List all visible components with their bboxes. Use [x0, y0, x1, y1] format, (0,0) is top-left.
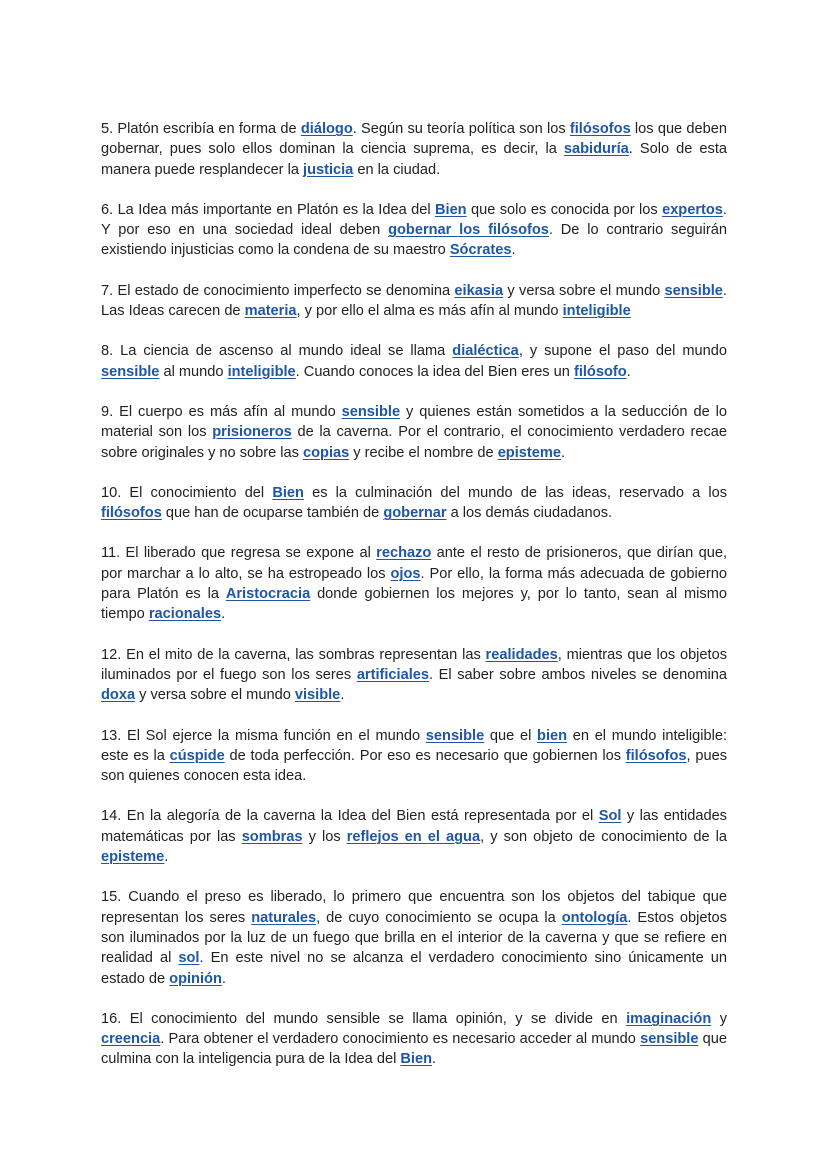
answer-term: naturales [251, 909, 317, 926]
paragraph-item [101, 483, 727, 524]
paragraph-text: 12. En el mito de la caverna, las sombras representan las [101, 646, 486, 663]
paragraph-text: al mundo [159, 363, 228, 380]
paragraph-item [101, 726, 727, 787]
paragraph-text: . [432, 1051, 437, 1068]
paragraph-text: . [164, 849, 169, 866]
answer-term: filósofos [569, 121, 631, 137]
answer-term: Sol [598, 808, 622, 825]
paragraph-text: y quienes están sometidos a la seducción de lo material son los [101, 403, 727, 441]
answer-term: sensible [101, 363, 160, 380]
paragraph-text: y [711, 1010, 727, 1027]
paragraph-text: 13. El Sol ejerce la misma función en el mundo [101, 727, 426, 744]
paragraph-item [101, 341, 727, 382]
answer-term: opinión [169, 970, 222, 987]
paragraph-text: 11. El liberado que regresa se expone al [101, 545, 377, 562]
paragraph-text: y recibe el nombre de [349, 444, 498, 461]
answer-term: doxa [101, 687, 136, 704]
paragraph-text: . [221, 970, 226, 987]
answer-term: reflejos en el agua [346, 828, 481, 845]
paragraph-text: 14. En la alegoría de la caverna la Idea del Bien está representada por el [101, 808, 599, 825]
answer-term: episteme [101, 849, 165, 866]
paragraph-text: , mientras que los objetos iluminados por el fuego son los seres [101, 646, 728, 683]
paragraph-item [101, 119, 727, 180]
paragraph-text: es la culminación del mundo de las ideas, reservado a los [303, 484, 727, 501]
answer-term: sensible [640, 1031, 699, 1048]
answer-term: filósofo [573, 363, 627, 380]
answer-term: sol [178, 950, 200, 967]
answer-term: episteme [497, 444, 561, 461]
paragraph-text: 16. El conocimiento del mundo sensible se llama opinión, y se divide en [101, 1010, 627, 1027]
paragraph-item [101, 887, 727, 988]
answer-term: creencia [101, 1031, 161, 1048]
answer-term: realidades [485, 646, 558, 663]
answer-term: ontología [561, 909, 628, 926]
answer-term: sabiduría [563, 141, 629, 158]
answer-term: bien [537, 727, 568, 744]
paragraph-text: . Estos objetos son iluminados por la luz de un fuego que brilla en el interior de la caverna y que se refiere en realidad al [101, 909, 727, 967]
answer-term: diálogo [300, 121, 353, 137]
paragraph-text: , pues son quienes conocen esta idea. [101, 747, 727, 785]
paragraph-text: y las entidades matemáticas por las [101, 808, 727, 845]
paragraph-item [101, 281, 727, 322]
paragraph-text: 6. La Idea más importante en Platón es la Idea del [101, 201, 435, 218]
paragraph-text: , de cuyo conocimiento se ocupa la [316, 909, 562, 926]
answer-term: eikasia [454, 282, 504, 299]
answer-term: Bien [272, 484, 304, 501]
answer-term: prisioneros [212, 424, 292, 441]
paragraph-text: . [626, 363, 631, 380]
paragraph-text: 8. La ciencia de ascenso al mundo ideal se llama [101, 343, 453, 360]
paragraph-text: que solo es conocida por los [466, 201, 663, 218]
answer-term: ojos [390, 565, 421, 582]
paragraph-text: . Las Ideas carecen de [101, 282, 727, 320]
answer-term: justicia [303, 161, 354, 178]
answer-term: gobernar los filósofos [388, 222, 549, 239]
paragraph-text: 9. El cuerpo es más afín al mundo [101, 403, 342, 420]
answer-term: expertos [662, 201, 723, 218]
paragraph-text: de toda perfección. Por eso es necesario que gobiernen los [224, 747, 626, 764]
answer-term: racionales [148, 606, 222, 623]
paragraph-text: . En este nivel no se alcanza el verdadero conocimiento sino únicamente un estado de [101, 950, 727, 987]
answer-term: Bien [434, 201, 467, 218]
paragraph-text: . El saber sobre ambos niveles se denomina [429, 666, 727, 683]
paragraph-text: , y son objeto de conocimiento de la [480, 828, 728, 845]
paragraph-text: ante el resto de prisioneros, que dirían que, por marchar a lo alto, se ha estropeado los [101, 545, 727, 582]
answer-term: cúspide [169, 747, 225, 764]
paragraph-text: . [221, 606, 226, 623]
answer-term: Sócrates [449, 242, 512, 259]
paragraph-text: y versa sobre el mundo [503, 282, 665, 299]
paragraph-text: que el [484, 727, 538, 744]
answer-term: materia [244, 303, 297, 320]
answer-term: visible [294, 687, 341, 704]
paragraph-text: . [340, 687, 345, 704]
paragraph-text: , y por ello el alma es más afín al mundo [296, 303, 563, 320]
paragraph-text: , y supone el paso del mundo [518, 343, 727, 360]
answer-term: inteligible [227, 363, 296, 380]
paragraph-text: los que deben gobernar, pues solo ellos dominan la ciencia suprema, es decir, la [101, 121, 727, 158]
paragraph-text: donde gobiernen los mejores y, por lo tanto, sean al mismo tiempo [101, 586, 727, 623]
paragraph-text: . [560, 444, 566, 461]
paragraph-item [101, 402, 727, 463]
answer-term: imaginación [626, 1010, 712, 1027]
paragraph-text: 10. El conocimiento del [101, 484, 273, 501]
paragraph-text: . Cuando conoces la idea del Bien eres un [295, 363, 574, 380]
answer-term: sensible [664, 282, 723, 299]
answer-term: gobernar [383, 505, 447, 522]
paragraph-text: en la ciudad. [353, 161, 441, 178]
paragraph-text: . Solo de esta manera puede resplandecer la [101, 141, 728, 178]
paragraph-text: que han de ocuparse también de [161, 505, 384, 522]
paragraph-item [101, 200, 727, 261]
answer-term: rechazo [376, 545, 432, 562]
paragraph-text: . Para obtener el verdadero conocimiento es necesario acceder al mundo [160, 1031, 641, 1048]
paragraph-list [101, 119, 727, 1070]
paragraph-text: . [511, 242, 516, 259]
paragraph-text: . Según su teoría política son los [352, 121, 570, 137]
paragraph-text: . De lo contrario seguirán existiendo injusticias como la condena de su maestro [101, 222, 728, 259]
paragraph-text: . Por ello, la forma más adecuada de gobierno para Platón es la [101, 565, 727, 603]
paragraph-text: 5. Platón escribía en forma de [101, 121, 301, 137]
paragraph-item [101, 543, 727, 624]
answer-term: filósofos [101, 505, 162, 522]
answer-term: inteligible [562, 303, 631, 320]
answer-term: sombras [241, 828, 303, 845]
paragraph-text: de la caverna. Por el contrario, el conocimiento verdadero recae sobre originales y no sobre las [101, 424, 727, 461]
answer-term: Bien [400, 1051, 432, 1068]
paragraph-text: a los demás ciudadanos. [446, 505, 613, 522]
paragraph-text: en el mundo inteligible: este es la [101, 727, 727, 764]
paragraph-text: y versa sobre el mundo [135, 687, 295, 704]
answer-term: artificiales [356, 666, 430, 683]
answer-term: Aristocracia [225, 586, 311, 603]
answer-term: copias [303, 444, 350, 461]
paragraph-text: y los [302, 828, 347, 845]
paragraph-item [101, 806, 727, 867]
answer-term: dialéctica [452, 343, 519, 360]
paragraph-item [101, 1009, 727, 1070]
paragraph-text: . Y por eso en una sociedad ideal deben [101, 201, 727, 239]
paragraph-text: que culmina con la inteligencia pura de la Idea del [101, 1031, 727, 1068]
answer-term: sensible [341, 403, 401, 420]
paragraph-text: 15. Cuando el preso es liberado, lo primero que encuentra son los objetos del tabique que representan los seres [101, 889, 727, 926]
paragraph-item [101, 645, 727, 706]
answer-term: sensible [425, 727, 485, 744]
paragraph-text: 7. El estado de conocimiento imperfecto se denomina [101, 282, 455, 299]
answer-term: filósofos [625, 747, 687, 764]
